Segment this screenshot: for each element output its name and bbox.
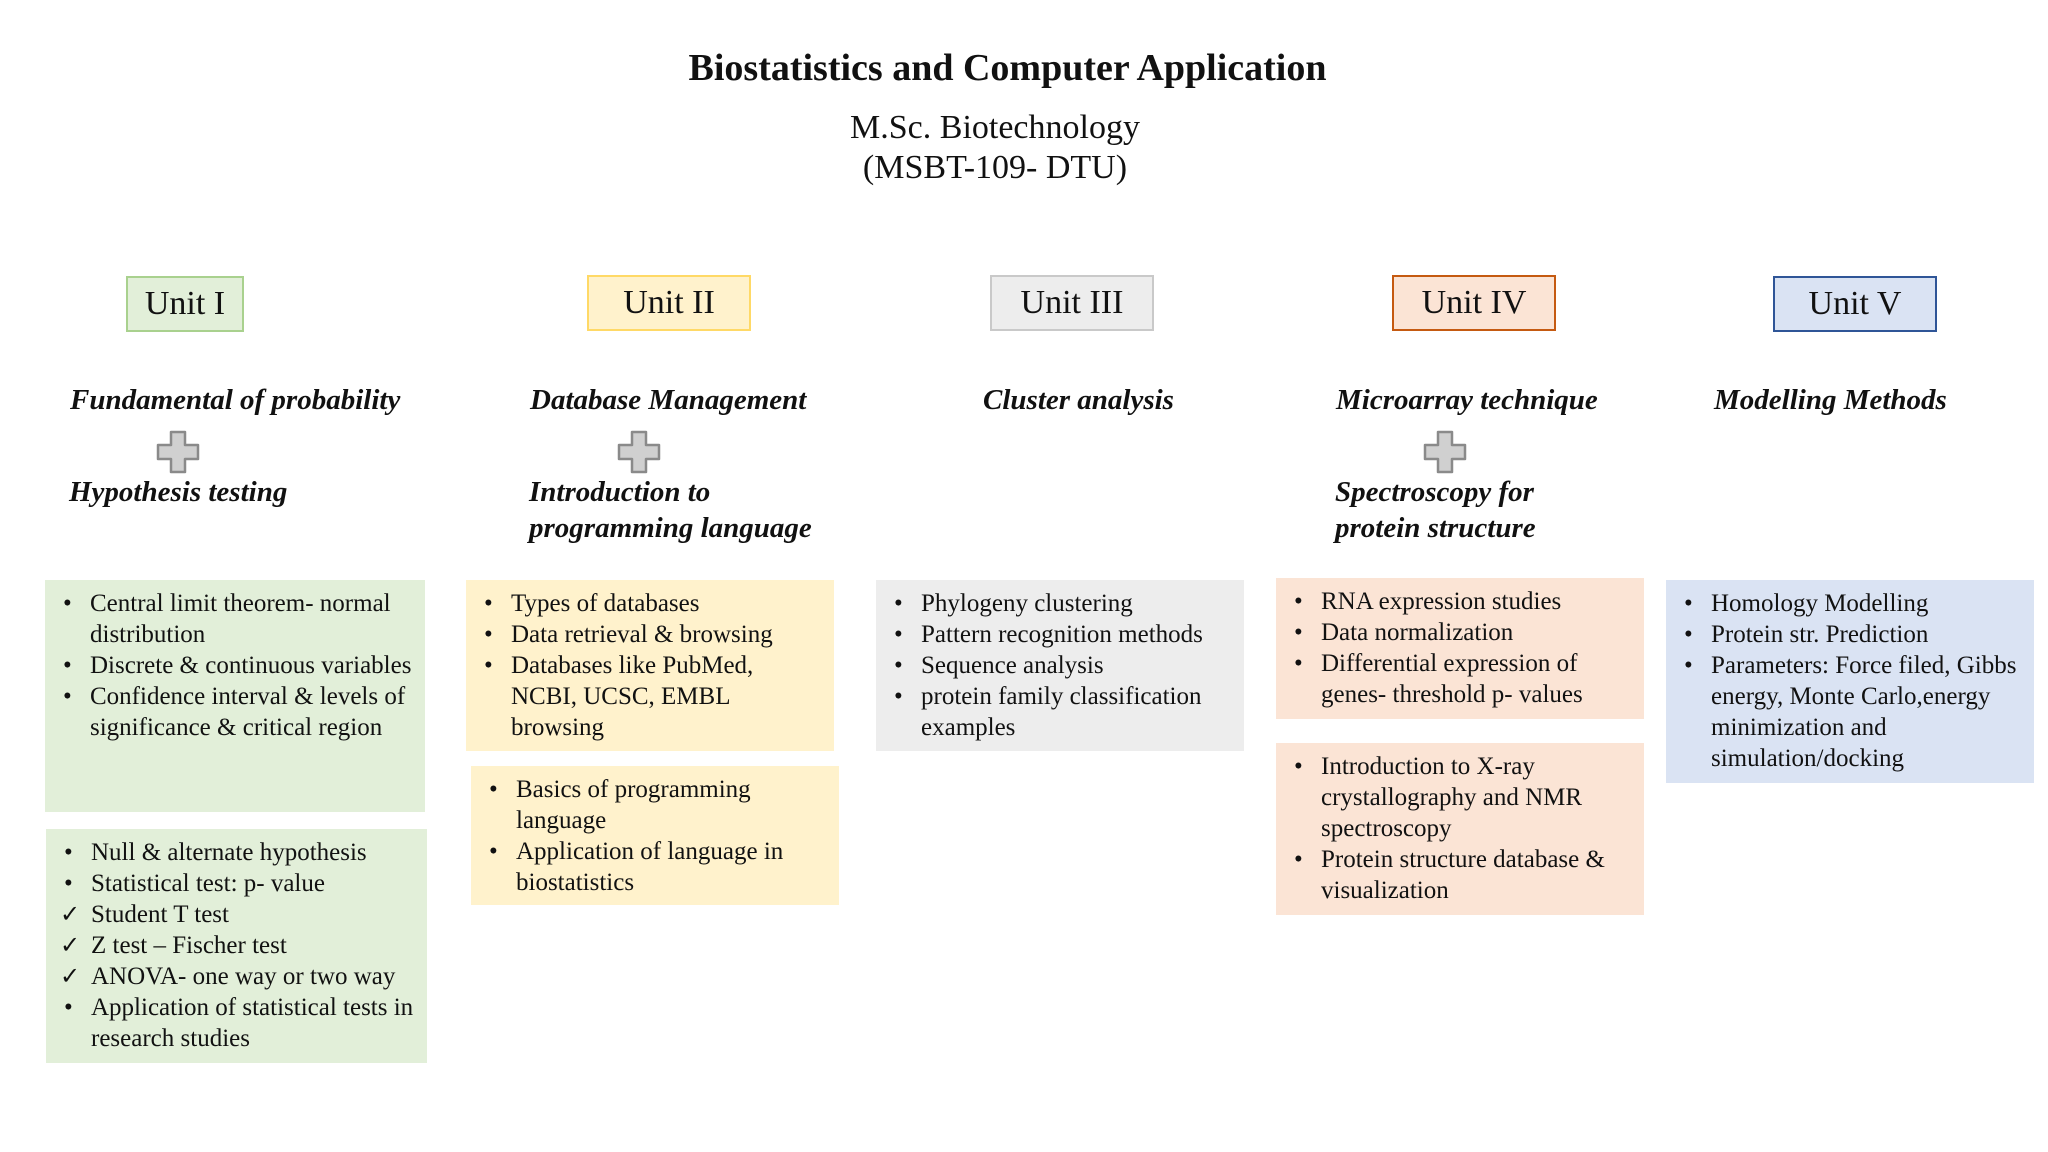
- list-item: [890, 650, 1232, 681]
- list-item: [60, 868, 415, 899]
- list-item-text: Data normalization: [1321, 619, 1514, 646]
- bullet-icon: •: [63, 652, 72, 679]
- bullet-icon: •: [63, 683, 72, 710]
- list-item-text: Null & alternate hypothesis: [91, 839, 367, 866]
- list-item-text: Protein structure database & visualization: [1321, 846, 1605, 904]
- list-item-text: Sequence analysis: [921, 652, 1104, 679]
- bullet-icon: •: [1294, 753, 1303, 780]
- unit-1-topic-1: Fundamental of probability: [70, 384, 401, 416]
- list-item: [890, 619, 1232, 650]
- course-code: (MSBT-109- DTU): [862, 149, 1128, 186]
- list-item: [480, 650, 822, 743]
- unit-4-label: Unit IV: [1392, 275, 1556, 331]
- bullet-icon: •: [1294, 650, 1303, 677]
- bullet-icon: •: [1294, 846, 1303, 873]
- list-item-text: Confidence interval & levels of significance & critical region: [90, 683, 406, 741]
- unit-2-topic-1: Database Management: [530, 384, 807, 416]
- list-item: [890, 588, 1232, 619]
- unit-2-topic-2-line-1: Introduction to: [529, 476, 711, 508]
- list-item-text: Databases like PubMed, NCBI, UCSC, EMBL browsing: [511, 652, 754, 741]
- bullet-icon: •: [484, 621, 493, 648]
- unit-5-label: Unit V: [1773, 276, 1937, 332]
- list-item-text: Types of databases: [511, 590, 700, 617]
- plus-icon: [617, 430, 661, 474]
- list-item: [59, 650, 413, 681]
- list-item: [1290, 844, 1632, 906]
- bullet-icon: •: [1684, 652, 1693, 679]
- bullet-icon: •: [894, 652, 903, 679]
- bullet-icon: •: [489, 776, 498, 803]
- list-item: [60, 961, 415, 992]
- list-item-text: Differential expression of genes- threshold p- values: [1321, 650, 1583, 708]
- list-item: [485, 774, 827, 836]
- list-item: [60, 899, 415, 930]
- list-item-text: Z test – Fischer test: [91, 932, 287, 959]
- list-item-text: protein family classification examples: [921, 683, 1202, 741]
- list-item-text: Data retrieval & browsing: [511, 621, 773, 648]
- list-item-text: Student T test: [91, 901, 229, 928]
- list-item-text: Basics of programming language: [516, 776, 751, 834]
- list-item-text: Introduction to X-ray crystallography and NMR spectroscopy: [1321, 753, 1583, 842]
- course-name: M.Sc. Biotechnology: [850, 109, 1140, 146]
- list-item: [480, 588, 822, 619]
- list-item-text: Statistical test: p- value: [91, 870, 325, 897]
- list-item: [1290, 648, 1632, 710]
- bullet-icon: •: [1684, 590, 1693, 617]
- bullet-icon: •: [1294, 588, 1303, 615]
- list-item-text: Protein str. Prediction: [1711, 621, 1929, 648]
- list-item: [59, 588, 413, 650]
- unit-2-topic-2-line-2: programming language: [529, 512, 812, 544]
- list-item: [1290, 751, 1632, 844]
- list-item: [1680, 650, 2022, 774]
- list-item: [1290, 617, 1632, 648]
- unit-2-label: Unit II: [587, 275, 751, 331]
- list-item: [60, 992, 415, 1054]
- list-item-text: Central limit theorem- normal distribution: [90, 590, 391, 648]
- check-icon: ✓: [60, 931, 81, 959]
- list-item-text: Application of statistical tests in research studies: [91, 994, 414, 1052]
- unit-1-box-1: [45, 580, 425, 812]
- list-item: [480, 619, 822, 650]
- list-item-text: Homology Modelling: [1711, 590, 1929, 617]
- bullet-icon: •: [64, 994, 73, 1021]
- unit-3-box-1: [876, 580, 1244, 751]
- plus-icon: [1423, 430, 1467, 474]
- list-item-text: RNA expression studies: [1321, 588, 1562, 615]
- list-item: [60, 837, 415, 868]
- check-icon: ✓: [60, 900, 81, 928]
- bullet-icon: •: [1294, 619, 1303, 646]
- list-item: [1290, 586, 1632, 617]
- list-item-text: Parameters: Force filed, Gibbs energy, Monte Carlo,energy minimization and simulation/docking: [1711, 652, 2017, 772]
- plus-icon: [156, 430, 200, 474]
- bullet-icon: •: [64, 839, 73, 866]
- bullet-icon: •: [489, 838, 498, 865]
- bullet-icon: •: [1684, 621, 1693, 648]
- list-item-text: Discrete & continuous variables: [90, 652, 412, 679]
- unit-1-topic-2: Hypothesis testing: [69, 476, 288, 508]
- list-item: [59, 681, 413, 743]
- list-item-text: Phylogeny clustering: [921, 590, 1133, 617]
- list-item-text: ANOVA- one way or two way: [91, 963, 396, 990]
- unit-5-topic-1: Modelling Methods: [1714, 384, 1947, 416]
- unit-3-topic-1: Cluster analysis: [983, 384, 1174, 416]
- unit-4-topic-1: Microarray technique: [1336, 384, 1598, 416]
- bullet-icon: •: [484, 590, 493, 617]
- bullet-icon: •: [894, 621, 903, 648]
- list-item-text: Application of language in biostatistics: [516, 838, 784, 896]
- bullet-icon: •: [894, 590, 903, 617]
- list-item: [485, 836, 827, 898]
- list-item: [1680, 588, 2022, 619]
- list-item: [1680, 619, 2022, 650]
- list-item-text: Pattern recognition methods: [921, 621, 1203, 648]
- unit-4-box-2: [1276, 743, 1644, 915]
- check-icon: ✓: [60, 962, 81, 990]
- page-title: Biostatistics and Computer Application: [688, 47, 1327, 89]
- unit-4-topic-2-line-2: protein structure: [1335, 512, 1536, 544]
- list-item: [60, 930, 415, 961]
- bullet-icon: •: [894, 683, 903, 710]
- list-item: [890, 681, 1232, 743]
- unit-2-box-1: [466, 580, 834, 751]
- unit-4-box-1: [1276, 578, 1644, 719]
- bullet-icon: •: [484, 652, 493, 679]
- unit-1-box-2: [46, 829, 427, 1063]
- bullet-icon: •: [64, 870, 73, 897]
- bullet-icon: •: [63, 590, 72, 617]
- unit-2-box-2: [471, 766, 839, 905]
- unit-1-label: Unit I: [126, 276, 244, 332]
- unit-5-box-1: [1666, 580, 2034, 783]
- unit-3-label: Unit III: [990, 275, 1154, 331]
- unit-4-topic-2-line-1: Spectroscopy for: [1335, 476, 1534, 508]
